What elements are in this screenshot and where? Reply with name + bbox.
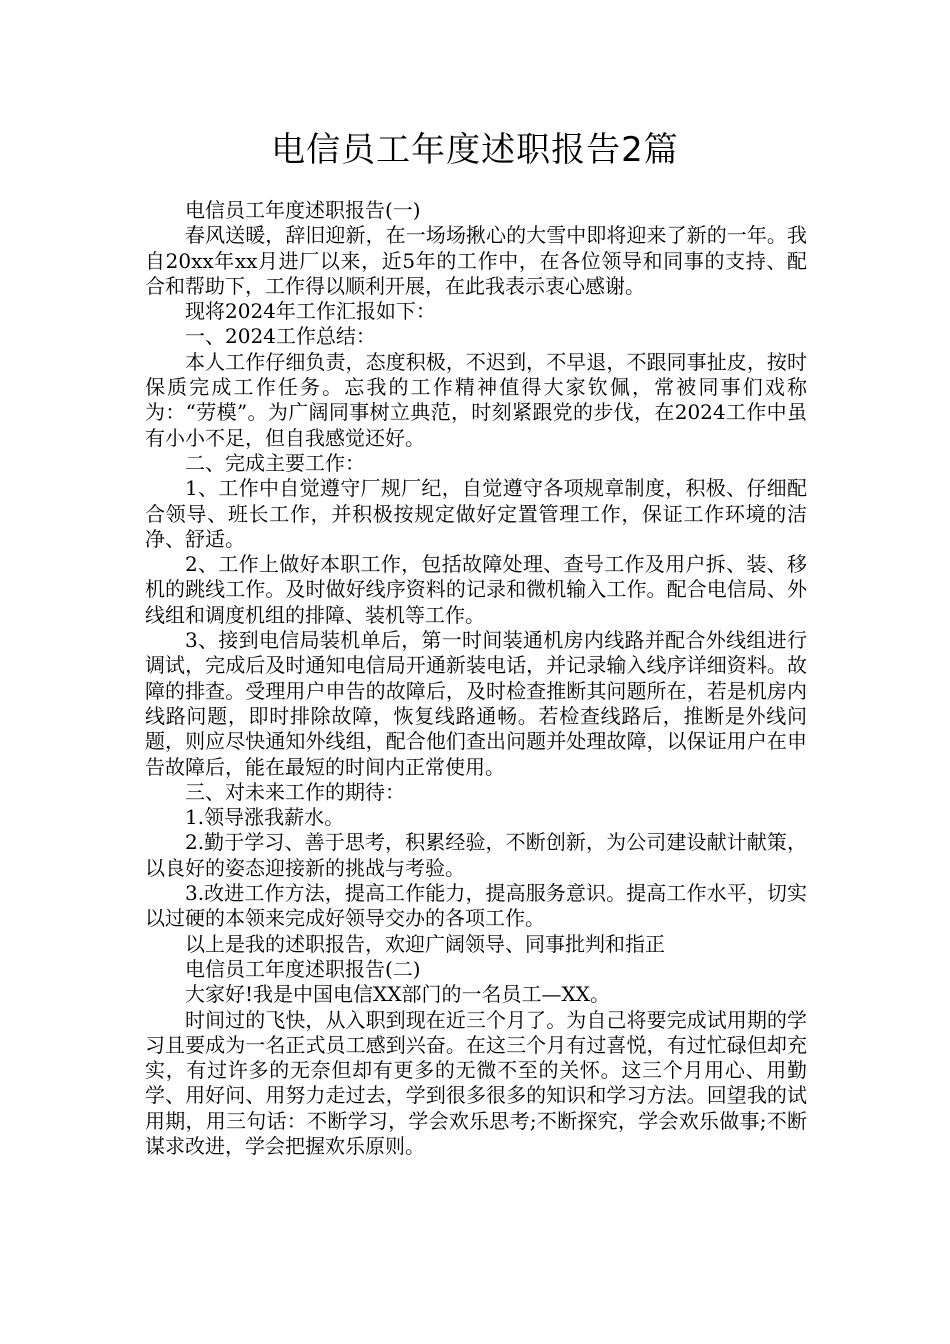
body-paragraph: 春风送暖，辞旧迎新，在一场场揪心的大雪中即将迎来了新的一年。我自20xx年xx月进厂以来，近5年的工作中，在各位领导和同事的支持、配合和帮助下，工作得以顺利开展，在此我表示衷心感谢。	[145, 223, 807, 298]
body-paragraph: 大家好!我是中国电信XX部门的一名员工—XX。	[185, 982, 610, 1007]
section-heading-expectations: 三、对未来工作的期待：	[185, 779, 405, 804]
document-title: 电信员工年度述职报告2篇	[271, 130, 679, 170]
section-heading-summary: 一、2024工作总结：	[185, 324, 376, 349]
section-heading-report-1: 电信员工年度述职报告(一)	[185, 198, 421, 222]
list-item: 1.领导涨我薪水。	[185, 805, 345, 830]
body-paragraph: 时间过的飞快，从入职到现在近三个月了。为自己将要完成试用期的学习且要成为一名正式员工感到兴奋。在这三个月有过喜悦，有过忙碌但却充实，有过许多的无奈但却有更多的无微不至的关怀。这三个月用心、用勤学、用好问、用努力走过去，学到很多很多的知识和学习方法。回望我的试用期，用三句话：不断学习，学会欢乐思考;不断探究，学会欢乐做事;不断谋求改进，学会把握欢乐原则。	[145, 1007, 807, 1158]
body-paragraph: 现将2024年工作汇报如下：	[185, 299, 436, 324]
list-item: 3、接到电信局装机单后，第一时间装通机房内线路并配合外线组进行调试，完成后及时通知电信局开通新装电话，并记录输入线序详细资料。故障的排查。受理用户申告的故障后，及时检查推断其问题所在，若是机房内线路问题，即时排除故障，恢复线路通畅。若检查线路后，推断是外线问题，则应尽快通知外线组，配合他们查出问题并处理故障，以保证用户在申告故障后，能在最短的时间内正常使用。	[145, 628, 807, 779]
list-item: 2、工作上做好本职工作，包括故障处理、查号工作及用户拆、装、移机的跳线工作。及时做好线序资料的记录和微机输入工作。配合电信局、外线组和调度机组的排障、装机等工作。	[145, 552, 807, 627]
list-item: 1、工作中自觉遵守厂规厂纪，自觉遵守各项规章制度，积极、仔细配合领导、班长工作，并积极按规定做好定置管理工作，保证工作环境的洁净、舒适。	[145, 476, 807, 551]
list-item: 2.勤于学习、善于思考，积累经验，不断创新，为公司建设献计献策，以良好的姿态迎接新的挑战与考验。	[145, 830, 807, 880]
section-heading-report-2: 电信员工年度述职报告(二)	[185, 956, 421, 981]
document-body	[145, 198, 807, 1159]
body-paragraph: 以上是我的述职报告，欢迎广阔领导、同事批判和指正	[185, 931, 665, 956]
body-paragraph: 本人工作仔细负责，态度积极，不迟到，不早退，不跟同事扯皮，按时保质完成工作任务。忘我的工作精神值得大家钦佩，常被同事们戏称为：“劳模”。为广阔同事树立典范，时刻紧跟党的步伐，在2024工作中虽有小小不足，但自我感觉还好。	[145, 349, 807, 450]
section-heading-main-work: 二、完成主要工作：	[185, 450, 365, 475]
list-item: 3.改进工作方法，提高工作能力，提高服务意识。提高工作水平，切实以过硬的本领来完成好领导交办的各项工作。	[145, 881, 807, 931]
